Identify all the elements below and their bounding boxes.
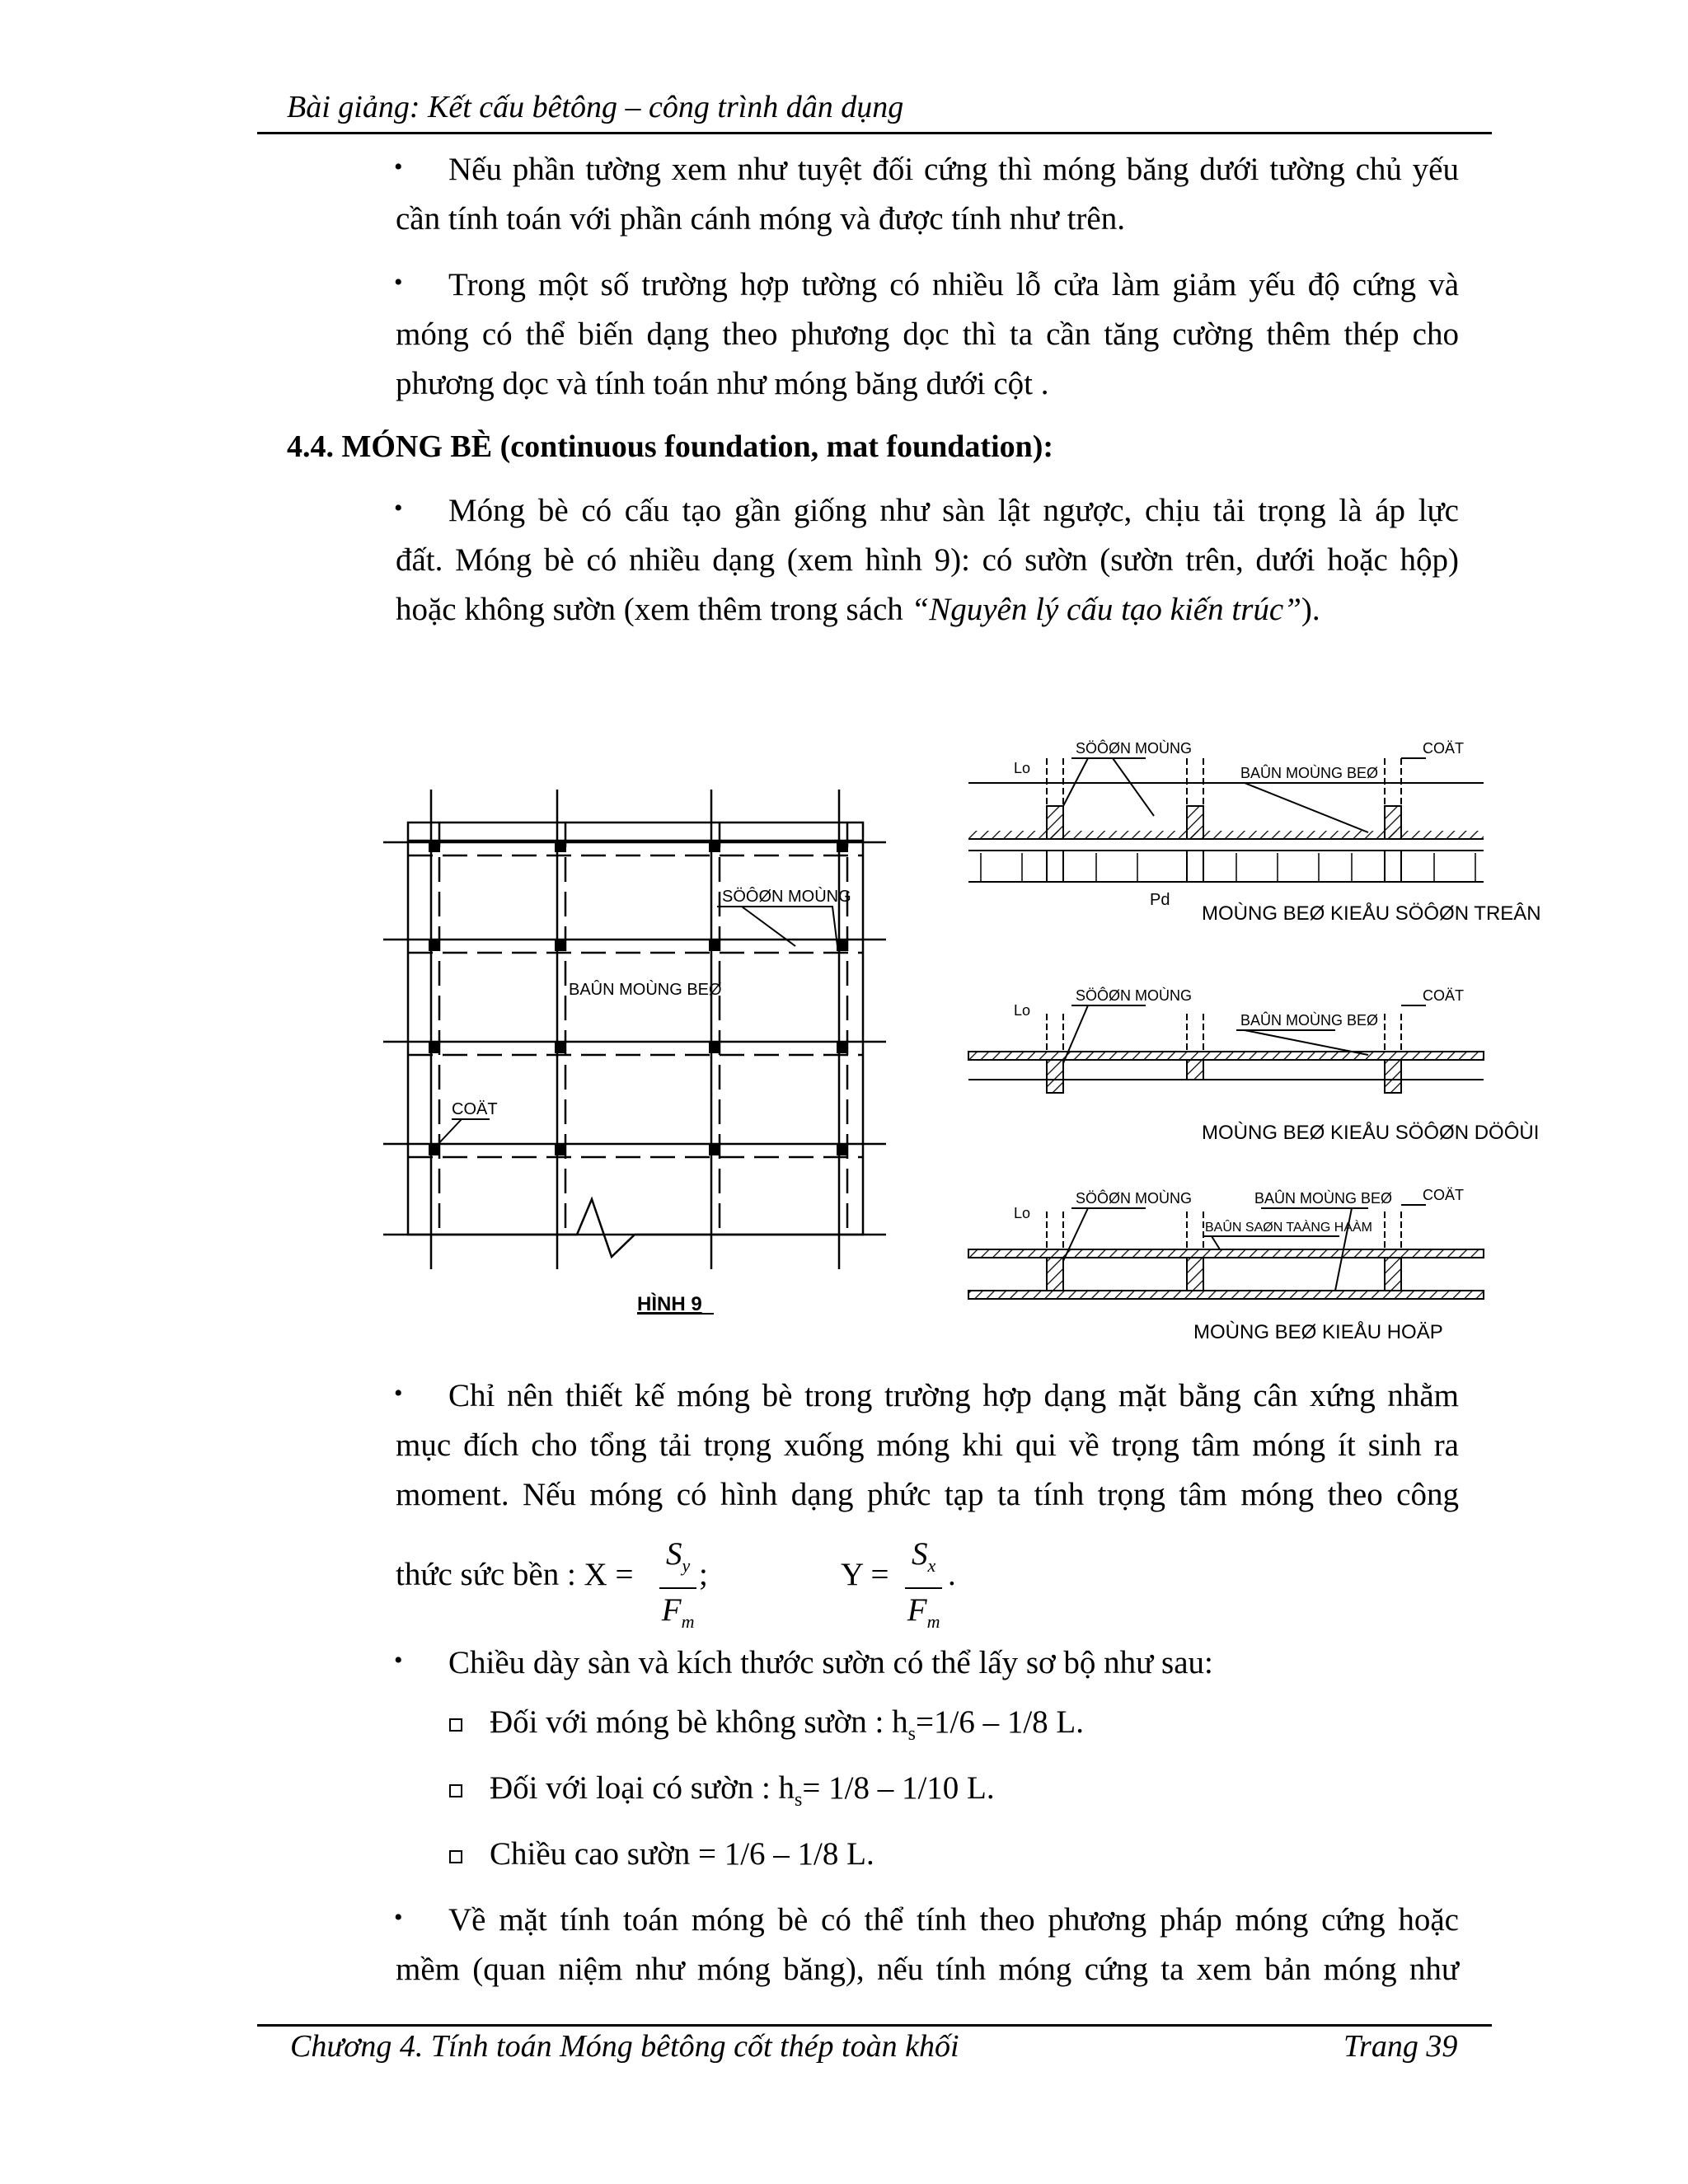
section-bottom-ribs (968, 1005, 1484, 1093)
subscript: m (926, 1610, 940, 1632)
text-line: Trong một số trường hợp tường có nhiều lỗ cửa làm giảm yếu độ cứng và (448, 267, 1459, 302)
sec1-pressure-label: Pd (1150, 891, 1170, 909)
text-fragment: Đối với móng bè không sườn : h (490, 1704, 908, 1740)
plan-slab-label: BAÛN MOÙNG BEØ (569, 981, 722, 999)
formula-y-lead: Y = (841, 1557, 889, 1592)
symbol: S (666, 1536, 682, 1572)
text-line: Chỉ nên thiết kế móng bè trong trường hợp dạng mặt bằng cân xứng nhằm (448, 1378, 1459, 1413)
text-fragment: =1/6 – 1/8 L. (915, 1704, 1084, 1740)
sec3-rib-label: SÖÔØN MOÙNG (1076, 1190, 1193, 1207)
page-number: Trang 39 (1343, 2029, 1458, 2064)
paragraph-line (396, 1638, 1459, 1688)
text-fragment: Đối với loại có sườn : h (490, 1770, 795, 1806)
subscript: m (681, 1610, 695, 1632)
symbol: F (907, 1591, 927, 1628)
footer-chapter: Chương 4. Tính toán Móng bêtông cốt thép toàn khối (290, 2029, 959, 2064)
paragraph-line: phương dọc và tính toán như móng băng dưới cột . (396, 366, 1049, 401)
fraction-y-denominator (905, 1589, 942, 1643)
sec2-lo-label: Lo (1014, 1002, 1031, 1019)
text-line: Nếu phần tường xem như tuyệt đối cứng thì móng băng dưới tường chủ yếu (448, 152, 1459, 187)
sec1-title: MOÙNG BEØ KIEÅU SÖÔØN TREÂN (1202, 902, 1541, 925)
sub-item (490, 1764, 995, 1825)
section-heading: 4.4. MÓNG BÈ (continuous foundation, mat foundation): (287, 429, 1054, 464)
sub-item (490, 1698, 1084, 1759)
plan-column-label: COÄT (452, 1100, 498, 1118)
symbol: F (661, 1591, 682, 1628)
bullet-icon: • (394, 1904, 403, 1931)
symbol: S (912, 1536, 928, 1572)
square-bullet-icon (449, 1718, 462, 1732)
square-bullet-icon (449, 1850, 462, 1863)
formula-end: . (948, 1557, 956, 1592)
bullet-icon: • (394, 1647, 403, 1674)
bullet-icon: • (394, 1380, 403, 1407)
fraction-y (905, 1533, 942, 1643)
fraction-x-numerator (659, 1533, 696, 1589)
fraction-x-denominator (659, 1589, 696, 1643)
text-fragment: = 1/8 – 1/10 L. (802, 1770, 995, 1806)
bullet-icon: • (394, 153, 403, 180)
formula-lead: thức sức bền : X = (396, 1557, 634, 1592)
sec2-column-label: COÄT (1423, 987, 1465, 1004)
centroid-formula (396, 1533, 1467, 1632)
plan-outline (408, 823, 863, 1235)
book-title: “Nguyên lý cấu tạo kiến trúc” (911, 592, 1301, 627)
paragraph-line: đất. Móng bè có nhiều dạng (xem hình 9): có sườn (sườn trên, dưới hoặc hộp) (396, 542, 1459, 578)
formula-separator: ; (699, 1557, 708, 1592)
text-line: Móng bè có cấu tạo gần giống như sàn lật ngược, chịu tải trọng là áp lực (448, 493, 1459, 528)
sec3-slab-label: BAÛN MOÙNG BEØ (1254, 1190, 1393, 1207)
bullet-icon: • (394, 494, 403, 522)
paragraph-line: cần tính toán với phần cánh móng và được tính như trên. (396, 201, 1125, 237)
plan-view (383, 790, 886, 1269)
square-bullet-icon (449, 1784, 462, 1797)
fraction-y-numerator (905, 1533, 942, 1589)
page-header: Bài giảng: Kết cấu bêtông – công trình dân dụng (287, 90, 904, 124)
text-line: Chiều dày sàn và kích thước sườn có thể lấy sơ bộ như sau: (448, 1645, 1213, 1680)
sec3-title: MOÙNG BEØ KIEÅU HOÄP (1193, 1321, 1443, 1343)
sec2-title: MOÙNG BEØ KIEÅU SÖÔØN DÖÔÙI (1202, 1122, 1540, 1144)
subscript: s (795, 1788, 803, 1811)
section-top-ribs (968, 758, 1484, 882)
plan-rib-label: SÖÔØN MOÙNG (722, 888, 851, 906)
sec2-rib-label: SÖÔØN MOÙNG (1076, 987, 1193, 1004)
sec3-floor-label: BAÛN SAØN TAÀNG HAÀM (1205, 1221, 1372, 1235)
subscript: s (907, 1722, 916, 1745)
paragraph-line: moment. Nếu móng có hình dạng phức tạp ta tính trọng tâm móng theo công (396, 1477, 1459, 1512)
sec1-slab-label: BAÛN MOÙNG BEØ (1240, 765, 1379, 781)
paragraph-line: mềm (quan niệm như móng băng), nếu tính móng cứng ta xem bản móng như (396, 1952, 1459, 1987)
text-fragment: ). (1301, 592, 1320, 627)
bullet-icon: • (394, 269, 403, 296)
sec1-column-label: COÄT (1423, 740, 1465, 757)
paragraph-line: mục đích cho tổng tải trọng xuống móng khi qui về trọng tâm móng ít sinh ra (396, 1427, 1459, 1463)
figure-caption: HÌNH 9 (637, 1293, 702, 1315)
text-line: Về mặt tính toán móng bè có thể tính theo phương pháp móng cứng hoặc (448, 1902, 1459, 1938)
paragraph-line (396, 1371, 1459, 1421)
paragraph-line (396, 1896, 1459, 1945)
subscript: x (927, 1554, 936, 1576)
sub-item: Chiều cao sườn = 1/6 – 1/8 L. (490, 1836, 874, 1872)
sec1-lo-label: Lo (1014, 760, 1031, 776)
sec2-slab-label: BAÛN MOÙNG BEØ (1240, 1012, 1379, 1029)
paragraph-line: móng có thể biến dạng theo phương dọc thì ta cần tăng cường thêm thép cho (396, 316, 1459, 352)
sec1-rib-label: SÖÔØN MOÙNG (1076, 740, 1193, 757)
text-fragment: hoặc không sườn (xem thêm trong sách (396, 592, 912, 627)
sec3-column-label: COÄT (1423, 1187, 1465, 1203)
subscript: y (682, 1554, 691, 1576)
section-box-type (968, 1205, 1484, 1299)
sec3-lo-label: Lo (1014, 1205, 1031, 1221)
fraction-x (659, 1533, 696, 1643)
footer-rule (257, 2024, 1492, 2027)
